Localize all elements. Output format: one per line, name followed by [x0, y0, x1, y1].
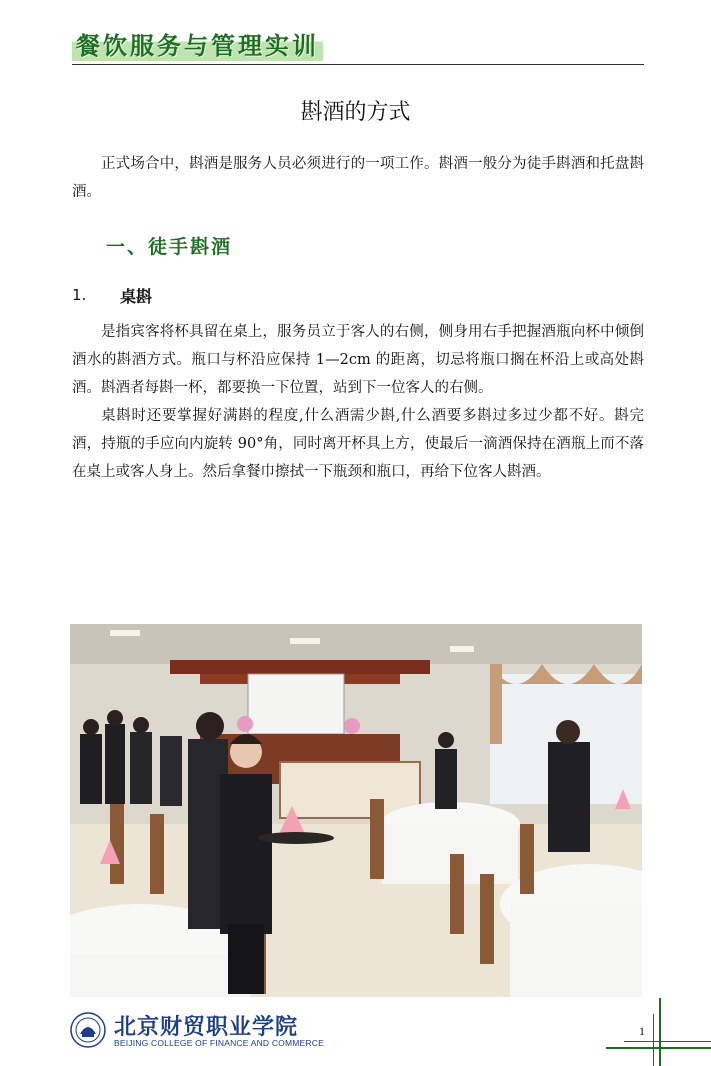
header-rule — [72, 64, 644, 65]
restaurant-photo — [70, 624, 642, 997]
subsection-number: 1. — [72, 286, 87, 304]
page-number: 1 — [639, 1024, 645, 1038]
school-name-cn: 北京财贸职业学院 — [114, 1014, 299, 1040]
subsection-title: 桌斟 — [120, 287, 153, 306]
header-title: 餐饮服务与管理实训 — [72, 26, 323, 61]
school-name-en: BEIJING COLLEGE OF FINANCE AND COMMERCE — [114, 1038, 324, 1048]
corner-decoration — [624, 1041, 711, 1042]
section-heading: 一、徒手斟酒 — [106, 236, 233, 258]
intro-paragraph: 正式场合中，斟酒是服务人员必须进行的一项工作。斟酒一般分为徒手斟酒和托盘斟酒。 — [72, 156, 644, 200]
corner-decoration — [653, 1014, 654, 1066]
document-title: 斟酒的方式 — [300, 100, 411, 125]
body-paragraph: 是指宾客将杯具留在桌上，服务员立于客人的右侧，侧身用右手把握酒瓶向杯中倾倒酒水的斟酒方式。瓶口与杯沿应保持 1—2cm 的距离，切忌将瓶口搁在杯沿上或高处斟酒。斟酒者每斟一杯，都要换一下位置，站到下一位客人的右侧。 — [72, 324, 644, 396]
school-emblem-icon — [70, 1012, 106, 1048]
body-paragraph: 桌斟时还要掌握好满斟的程度,什么酒需少斟,什么酒要多斟过多过少都不好。斟完酒，持瓶的手应向内旋转 90°角，同时离开杯具上方，使最后一滴酒保持在酒瓶上而不落在桌上或客人身上。然后拿餐巾擦拭一下瓶颈和瓶口，再给下位客人斟酒。 — [72, 408, 644, 480]
corner-decoration — [659, 998, 661, 1066]
